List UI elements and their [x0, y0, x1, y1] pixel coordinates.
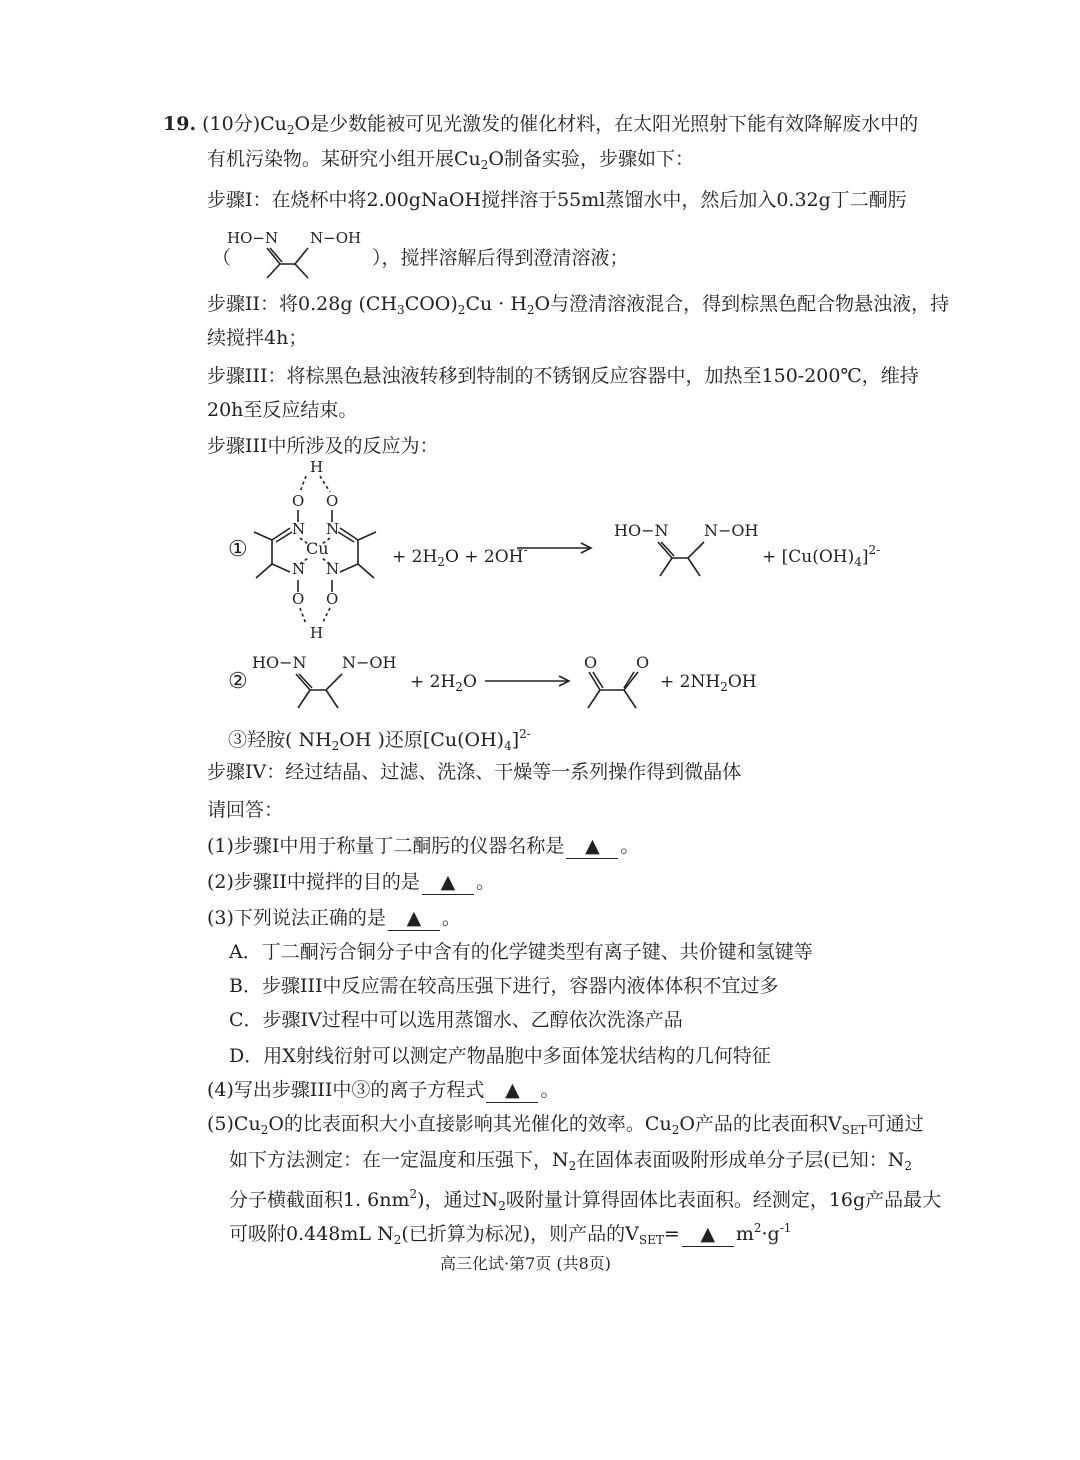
copper-complex-structure [250, 458, 390, 646]
svg-text:H: H [310, 624, 324, 642]
answer-blank-3[interactable]: ▲ [388, 906, 440, 931]
subquestion-4: (4)写出步骤III中③的离子方程式 ▲ 。 [207, 1079, 560, 1101]
svg-text:O: O [326, 590, 339, 608]
reaction2-product: + $2NH_2OH$ [660, 672, 757, 694]
answer-blank-1[interactable]: ▲ [566, 834, 618, 859]
reaction1-product-ion: + $[Cu(OH)_4]^{2-}$ [762, 543, 881, 569]
reaction3: ③羟胺( $NH_2OH$ )还原$[Cu(OH)_4]^{2-}$ [228, 727, 531, 753]
step2-line-1: 步骤II：将0.28g $(CH_3COO)_2Cu \cdot H_2O$与澄清溶液混合，得到棕黑色配合物悬浊液，持 [207, 293, 950, 317]
butanedione-structure [580, 652, 660, 712]
svg-text:O: O [292, 590, 305, 608]
step1-paren-open: （ [212, 247, 232, 269]
page-footer: 高三化试·第7页 (共8页) [440, 1254, 612, 1273]
hon-label: HO−N [227, 229, 279, 247]
svg-text:N: N [326, 560, 340, 578]
question-line-1: 19. (10分)$Cu_2O$是少数能被可见光激发的催化材料，在太阳光照射下能有效降解废水中的 [163, 113, 919, 137]
svg-text:N: N [292, 520, 306, 538]
svg-text:O: O [292, 492, 305, 510]
svg-text:O: O [584, 653, 598, 672]
reaction2-label: ② [228, 669, 248, 694]
step4: 步骤IV：经过结晶、过滤、洗涤、干燥等一系列操作得到微晶体 [207, 761, 742, 783]
option-b: B．步骤III中反应需在较高压强下进行，容器内液体体积不宜过多 [229, 975, 779, 997]
svg-text:H: H [310, 458, 324, 476]
subquestion-2: (2)步骤II中搅拌的目的是 ▲ 。 [207, 871, 495, 893]
answer-blank-4[interactable]: ▲ [486, 1078, 538, 1103]
svg-text:O: O [636, 653, 650, 672]
option-a: A．丁二酮污合铜分子中含有的化学键类型有离子键、共价键和氢键等 [229, 941, 813, 963]
reaction1-arrow [515, 540, 595, 556]
reaction2-arrow [483, 673, 573, 689]
answer-prompt: 请回答： [207, 799, 284, 821]
answer-blank-5[interactable]: ▲ [682, 1222, 734, 1247]
subquestion-5-line-4: 可吸附0.448mL $N_2$(已折算为标况)，则产品的$V_{SET}=$ ▲ $m^2\cdot g^{-1}$ [229, 1221, 792, 1247]
copper-label: Cu [306, 539, 329, 558]
reactions-intro: 步骤III中所涉及的反应为： [207, 435, 439, 457]
step1-line-2: ），搅拌溶解后得到澄清溶液； [372, 247, 629, 269]
svg-text:N−OH: N−OH [704, 521, 759, 540]
svg-text:O: O [326, 492, 339, 510]
svg-text:N: N [292, 560, 306, 578]
subquestion-3: (3)下列说法正确的是 ▲ 。 [207, 907, 461, 929]
svg-text:N: N [326, 520, 340, 538]
step3-line-1: 步骤III：将棕黑色悬浊液转移到特制的不锈钢反应容器中，加热至150-200℃，维持 [207, 365, 919, 387]
reaction2-reagent: + $2H_2O$ [410, 672, 477, 694]
answer-blank-2[interactable]: ▲ [422, 870, 474, 895]
step3-line-2: 20h至反应结束。 [207, 399, 358, 421]
reaction1-reagents: + $2H_2O + 2OH^-$ [392, 543, 528, 569]
subquestion-5-line-2: 如下方法测定：在一定温度和压强下，$N_2$在固体表面吸附形成单分子层(已知：$N_2$ [229, 1149, 912, 1173]
dimethylglyoxime-reactant-2 [250, 650, 410, 714]
svg-text:N−OH: N−OH [342, 653, 397, 672]
svg-text:HO−N: HO−N [252, 653, 307, 672]
dimethylglyoxime-product-1 [612, 518, 762, 582]
noh-label: N−OH [310, 229, 362, 247]
step2-line-2: 续搅拌4h； [207, 327, 308, 349]
option-c: C．步骤IV过程中可以选用蒸馏水、乙醇依次洗涤产品 [229, 1009, 683, 1031]
dimethylglyoxime-structure [225, 226, 375, 286]
svg-text:HO−N: HO−N [614, 521, 669, 540]
reaction1-label: ① [228, 537, 248, 562]
subquestion-1: (1)步骤I中用于称量丁二酮肟的仪器名称是 ▲ 。 [207, 835, 640, 857]
question-number: 19. [163, 113, 197, 135]
subquestion-5-line-3: 分子横截面积1. $6nm^2$)，通过$N_2$吸附量计算得固体比表面积。经测定，16g产品最大 [229, 1187, 942, 1213]
subquestion-5-line-1: $(5)Cu_2O$的比表面积大小直接影响其光催化的效率。$Cu_2O$产品的比表面积$V_{SET}$可通过 [207, 1113, 924, 1137]
question-line-2: 有机污染物。某研究小组开展$Cu_2O$制备实验，步骤如下： [207, 148, 694, 172]
step1-line-1: 步骤I：在烧杯中将2.00gNaOH搅拌溶于55ml蒸馏水中，然后加入0.32g丁二酮肟 [207, 189, 907, 211]
option-d: D．用X射线衍射可以测定产物晶胞中多面体笼状结构的几何特征 [229, 1045, 771, 1067]
